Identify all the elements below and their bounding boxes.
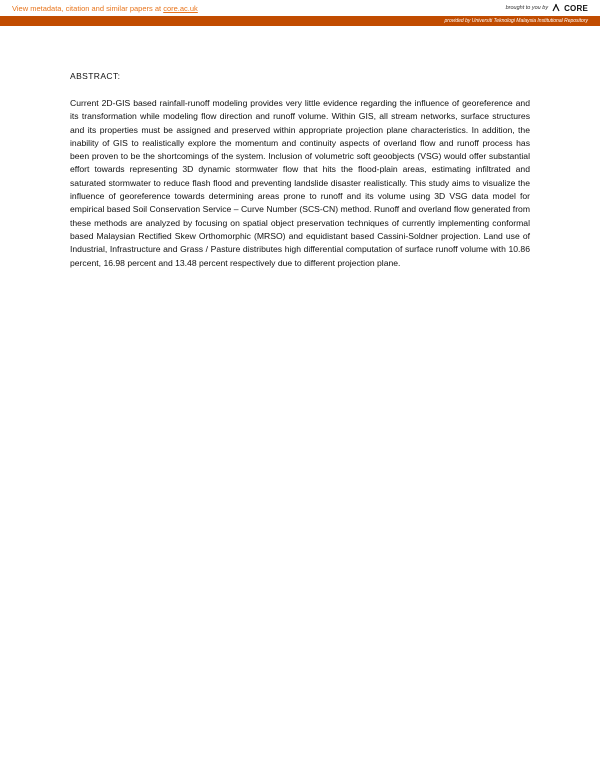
brought-to-you-by[interactable]	[506, 3, 588, 13]
core-ac-uk-link[interactable]: core.ac.uk	[163, 4, 198, 13]
brought-text: brought to you by	[505, 5, 549, 11]
abstract-heading: ABSTRACT:	[70, 71, 121, 81]
provided-by-text[interactable]: provided by Universiti Teknologi Malaysia Institutional Repository	[444, 17, 588, 24]
core-logo: CORE	[564, 3, 588, 13]
core-logo-icon	[551, 3, 561, 13]
metadata-link-line	[12, 4, 198, 13]
abstract-body: Current 2D-GIS based rainfall-runoff modeling provides very little evidence regarding the influence of georeference and its transformation while modeling flow direction and runoff volume. Within GIS, all stream networks, surface structures and its properties must be assigned and preserved within appropriate projection plane characteristics. In addition, the inability of GIS to realistically explore the momentum and continuity aspects of overland flow and runoff process has been proven to be the shortcomings of the system. Inclusion of volumetric soft geoobjects (VSG) would offer substantial effort towards representing 3D dynamic stormwater flow that hits the flood-plain areas, estimating infiltrated and saturated stormwater to reduce flash flood and preventing landslide disaster realistically. This study aims to visualize the influence of georeference towards determining areas prone to runoff and its volume using 3D VSG data model for empirical based Soil Conservation Service – Curve Number (SCS-CN) method. Runoff and overland flow generated from these methods are analyzed by focusing on spatial object preservation techniques of currently implementing conformal based Malaysian Rectified Skew Orthomorphic (MRSO) and equidistant based Cassini-Soldner projection. Land use of Industrial, Infrastructure and Grass / Pasture distributes high differential computation of surface runoff volume with 10.86 percent, 16.98 percent and 13.48 percent respectively due to different projection plane.	[70, 98, 530, 268]
metadata-prefix: View metadata, citation and similar papers at	[12, 4, 164, 13]
core-header-banner	[0, 0, 600, 28]
provided-by-bar	[0, 16, 600, 26]
